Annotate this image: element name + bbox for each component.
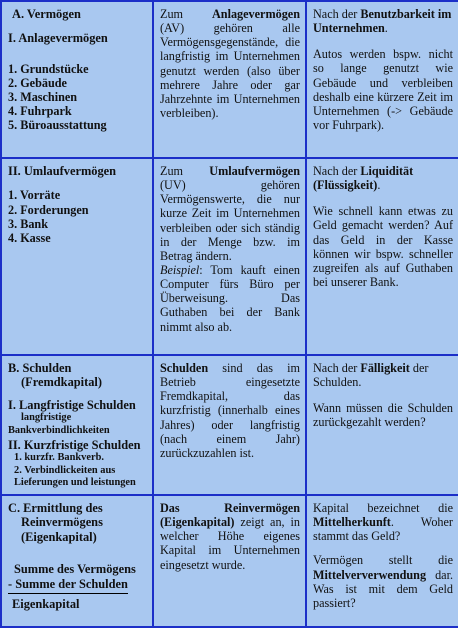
list-item: langfristige: [21, 412, 72, 424]
list-item: 3. Bank: [8, 216, 48, 231]
equity-result: Eigenkapital: [12, 596, 80, 611]
sum-assets: Summe des Vermögens: [14, 562, 136, 577]
use-term: Mittelververwendung: [313, 567, 427, 582]
criterion-term: Benutzbarkeit im Unternehmen: [313, 7, 452, 36]
cell-assets-fixed: [1, 1, 153, 158]
ordering-explanation: Autos werden bspw. nicht so lange genutzt wie Gebäude und verbleiben deshalb eine kürzere Zeit im Unternehmen (-> Gebäude vor Fuhrpark).: [313, 47, 453, 132]
definition-text: Das Reinvermögen (Eigenkapital) zeigt an, in welcher Höhe eigenes Kapital im Unternehmen eingesetzt wurde.: [160, 501, 300, 572]
origin-term: Mittelherkunft: [313, 515, 391, 530]
cell-definition: [153, 1, 306, 158]
cell-definition: [153, 158, 306, 355]
ordering-explanation: Wann müssen die Schulden zurückgezahlt werden?: [313, 401, 453, 430]
list-item: 2. Forderungen: [8, 202, 89, 217]
ordering-criterion: Nach der Liquidität (Flüssigkeit).: [313, 164, 414, 193]
cell-ordering: [306, 158, 458, 355]
sum-liabilities: - Summe der Schulden: [8, 577, 128, 594]
criterion-term: Liquidität (Flüssigkeit): [313, 164, 414, 193]
section-heading-sub: (Eigenkapital): [21, 529, 97, 544]
list-item: Bankverbindlichkeiten: [8, 424, 110, 436]
cell-definition: [153, 495, 306, 627]
definition-text: Schulden sind das im Betrieb eingesetzte Fremdkapital, das kurzfristig (innerhalb eines Jahres) oder langfristig (nach einem Jahr) zurückzuzahlen ist.: [160, 361, 300, 460]
list-item: 5. Büroausstattung: [8, 118, 107, 133]
list-item: 1. kurzfr. Bankverb.: [14, 451, 104, 463]
list-item: 2. Verbindlickeiten aus: [14, 464, 116, 476]
ordering-explanation: Wie schnell kann etwas zu Geld gemacht werden? Auf das Geld in der Kasse können wir bspw. schneller zugreifen als auf Guthaben bei unserer Bank.: [313, 204, 453, 289]
section-heading-sub: Reinvermögens: [21, 515, 103, 530]
cell-ordering: [306, 495, 458, 627]
capital-origin-text: Kapital bezeichnet die Mittelherkunft. Woher stammt das Geld?: [313, 501, 453, 544]
list-item: 3. Maschinen: [8, 90, 78, 105]
item-list: [8, 62, 147, 133]
definition-text: Zum Anlagevermögen (AV) gehören alle Vermögensgegenstände, die langfristig im Unternehmen genutzt werden (also über mehrere Jahre oder gar Jahrzehnte im Unternehmen verbleiben).: [160, 7, 300, 120]
subheading: II. Kurzfristige Schulden: [8, 437, 141, 452]
row-anlagevermoegen: [1, 1, 458, 158]
cell-liabilities: [1, 355, 153, 495]
definition-term: Umlaufvermögen: [209, 164, 300, 178]
row-schulden: [1, 355, 458, 495]
criterion-term: Fälligkeit: [360, 361, 410, 375]
subheading: I. Anlagevermögen: [8, 31, 108, 46]
definition-term: Anlagevermögen: [211, 7, 300, 21]
cell-equity: [1, 495, 153, 627]
subheading: II. Umlaufvermögen: [8, 164, 117, 178]
cell-ordering: [306, 1, 458, 158]
definition-text: Zum Umlaufvermögen (UV) gehören Vermögenswerte, die nur kurze Zeit im Unternehmen verbleiben oder sich ständig in der Menge bzw. im Betrag ändern.: [160, 164, 300, 263]
example-label: Beispiel: [160, 262, 200, 277]
item-list: [8, 188, 147, 245]
section-heading-sub: (Fremdkapital): [21, 375, 102, 390]
cell-definition: [153, 355, 306, 495]
section-heading: B. Schulden: [8, 361, 72, 375]
subheading: I. Langfristige Schulden: [8, 397, 136, 412]
row-eigenkapital: [1, 495, 458, 627]
section-heading: C. Ermittlung des: [8, 501, 103, 515]
example-text: Beispiel: Tom kauft einen Computer fürs Büro per Überweisung. Das Guthaben bei der Bank nimmt also ab.: [160, 262, 300, 334]
cell-assets-current: [1, 158, 153, 355]
cell-ordering: [306, 355, 458, 495]
list-item: 1. Grundstücke: [8, 61, 89, 76]
definition-term: Schulden: [160, 361, 209, 375]
asset-use-text: Vermögen stellt die Mittelververwendung dar. Was ist mit dem Geld passiert?: [313, 553, 453, 610]
list-item: 4. Fuhrpark: [8, 104, 72, 119]
list-item: 4. Kasse: [8, 230, 51, 245]
list-item: 1. Vorräte: [8, 188, 61, 203]
list-item: Lieferungen und leistungen: [14, 477, 136, 489]
definition-term: Das Reinvermögen (Eigenkapital): [160, 501, 300, 530]
ordering-criterion: Nach der Fälligkeit der Schulden.: [313, 361, 429, 390]
row-umlaufvermoegen: [1, 158, 458, 355]
ordering-criterion: Nach der Benutzbarkeit im Unternehmen.: [313, 7, 452, 36]
section-heading: A. Vermögen: [12, 7, 81, 21]
list-item: 2. Gebäude: [8, 75, 67, 90]
